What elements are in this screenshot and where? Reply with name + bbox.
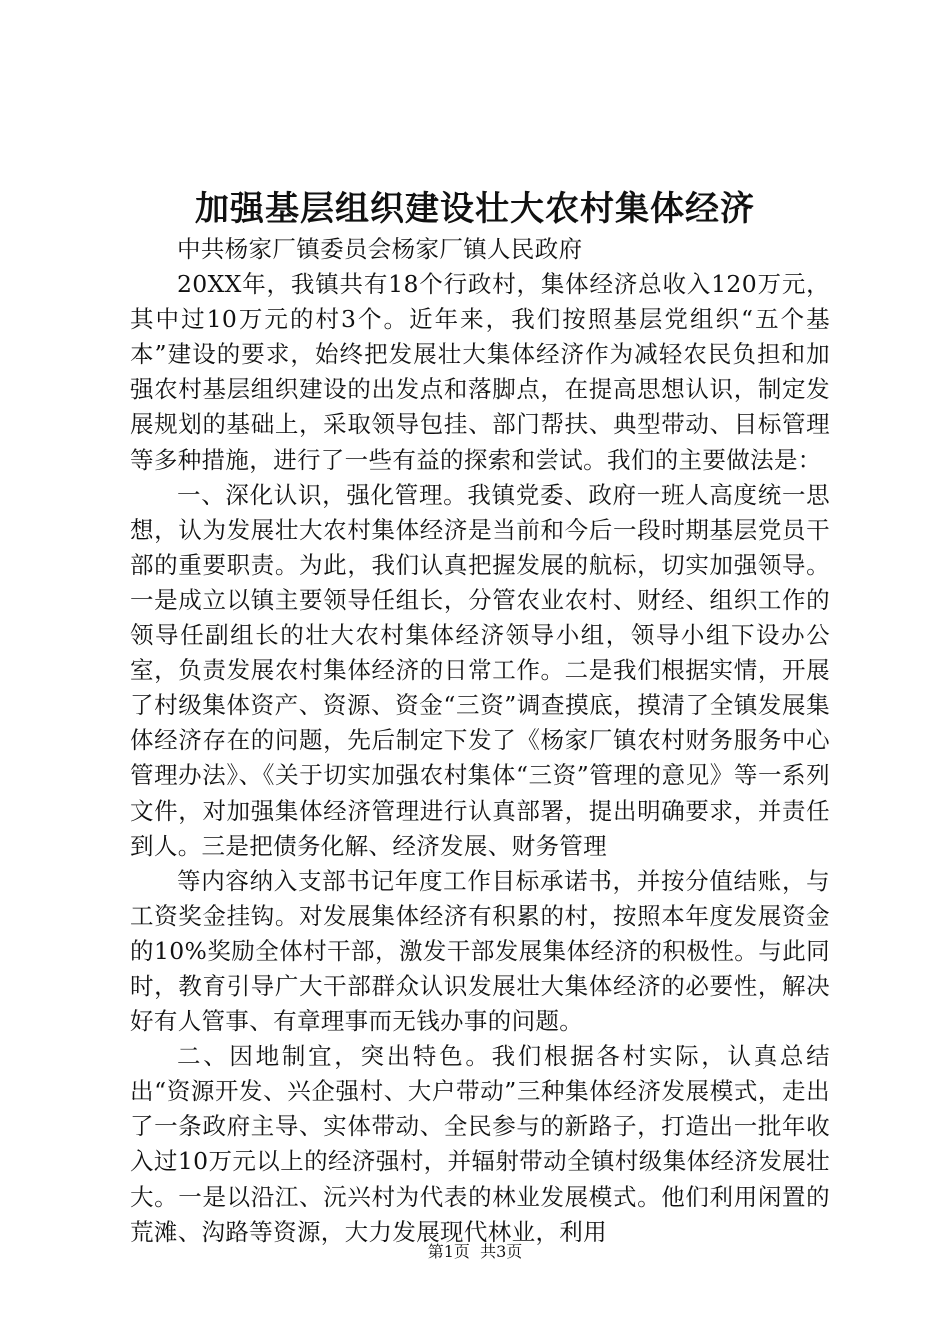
page-number: 第1页 — [427, 1242, 470, 1261]
paragraph-section-one-cont: 等内容纳入支部书记年度工作目标承诺书，并按分值结账，与工资奖金挂钩。对发展集体经济有积累的村，按照本年度发展资金的10%奖励全体村干部，激发干部发展集体经济的积极性。与此同时，教育引导广大干部群众认识发展壮大集体经济的必要性，解决好有人管事、有章理事而无钱办事的问题。 — [130, 866, 830, 1036]
page-footer — [0, 1241, 950, 1263]
paragraph-section-one: 一、深化认识，强化管理。我镇党委、政府一班人高度统一思想，认为发展壮大农村集体经济是当前和今后一段时期基层党员干部的重要职责。为此，我们认真把握发展的航标，切实加强领导。一是成立以镇主要领导任组长，分管农业农村、财经、组织工作的领导任副组长的壮大农村集体经济领导小组，领导小组下设办公室，负责发展农村集体经济的日常工作。二是我们根据实情，开展了村级集体资产、资源、资金“三资”调查摸底，摸清了全镇发展集体经济存在的问题，先后制定下发了《杨家厂镇农村财务服务中心管理办法》、《关于切实加强农村集体“三资”管理的意见》等一系列文件，对加强集体经济管理进行认真部署，提出明确要求，并责任到人。三是把债务化解、经济发展、财务管理 — [130, 480, 830, 860]
document-title: 加强基层组织建设壮大农村集体经济 — [195, 189, 755, 229]
document-body — [130, 232, 830, 1250]
paragraph-section-two: 二、因地制宜，突出特色。我们根据各村实际，认真总结出“资源开发、兴企强村、大户带动”三种集体经济发展模式，走出了一条政府主导、实体带动、全民参与的新路子，打造出一批年收入过10万元以上的经济强村，并辐射带动全镇村级集体经济发展壮大。一是以沿江、沅兴村为代表的林业发展模式。他们利用闲置的荒滩、沟路等资源，大力发展现代林业，利用 — [130, 1042, 830, 1246]
paragraph-intro: 20XX年，我镇共有18个行政村，集体经济总收入120万元，其中过10万元的村3个。近年来，我们按照基层党组织“五个基本”建设的要求，始终把发展壮大集体经济作为减轻农民负担和加强农村基层组织建设的出发点和落脚点，在提高思想认识，制定发展规划的基础上，采取领导包挂、部门帮扶、典型带动、目标管理等多种措施，进行了一些有益的探索和尝试。我们的主要做法是： — [130, 270, 830, 474]
page-total: 共3页 — [480, 1242, 523, 1261]
author-line: 中共杨家厂镇委员会杨家厂镇人民政府 — [177, 235, 583, 263]
